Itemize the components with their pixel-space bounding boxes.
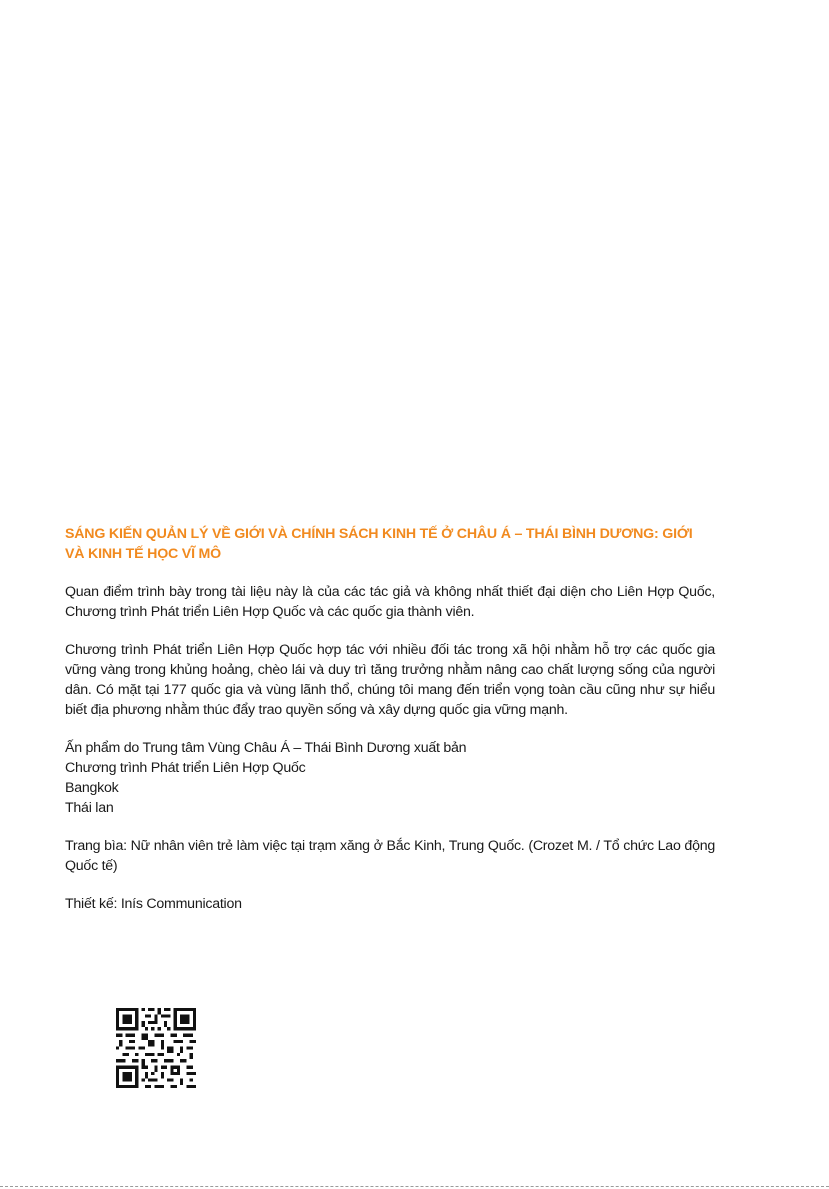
publisher-line: Bangkok (65, 780, 119, 796)
disclaimer-paragraph: Quan điểm trình bày trong tài liệu này là của các tác giả và không nhất thiết đại diện cho Liên Hợp Quốc, Chương trình Phát triển Liên Hợp Quốc và các quốc gia thành viên. (65, 584, 715, 620)
initiative-heading: SÁNG KIẾN QUẢN LÝ VỀ GIỚI VÀ CHÍNH SÁCH KINH TẾ Ở CHÂU Á – THÁI BÌNH DƯƠNG: GIỚI VÀ KINH TẾ HỌC VĨ MÔ (65, 526, 693, 562)
publisher-line: Thái lan (65, 800, 114, 816)
publisher-block (65, 738, 715, 818)
publisher-line: Chương trình Phát triển Liên Hợp Quốc (65, 760, 306, 776)
design-credit: Thiết kế: Inís Communication (65, 896, 242, 912)
publisher-line: Ấn phẩm do Trung tâm Vùng Châu Á – Thái Bình Dương xuất bản (65, 740, 467, 756)
cover-credit: Trang bìa: Nữ nhân viên trẻ làm việc tại trạm xăng ở Bắc Kinh, Trung Quốc. (Crozet M. / Tổ chức Lao động Quốc tế) (65, 838, 715, 874)
colophon (65, 524, 715, 932)
qr-code-icon (116, 1008, 196, 1088)
about-paragraph: Chương trình Phát triển Liên Hợp Quốc hợp tác với nhiều đối tác trong xã hội nhằm hỗ trợ các quốc gia vững vàng trong khủng hoảng, chèo lái và duy trì tăng trưởng nhằm nâng cao chất lượng sống của người dân. Có mặt tại 177 quốc gia và vùng lãnh thổ, chúng tôi mang đến triển vọng toàn cầu cũng như sự hiểu biết địa phương nhằm thúc đẩy trao quyền sống và xây dựng quốc gia vững mạnh. (65, 642, 715, 718)
bottom-rule (0, 1186, 829, 1187)
